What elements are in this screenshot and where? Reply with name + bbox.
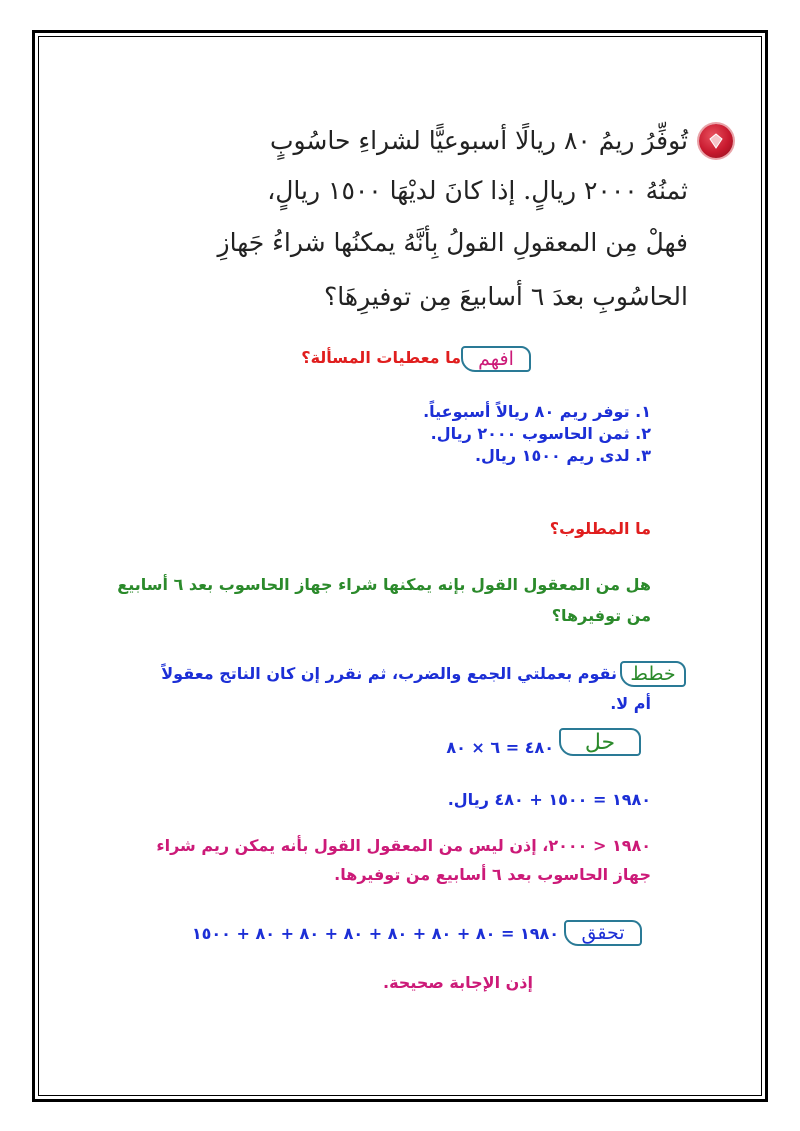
understand-tag: افهم <box>461 346 531 372</box>
check-equation: ١٩٨٠ = ٨٠ + ٨٠ + ٨٠ + ٨٠ + ٨٠ + ٨٠ + ١٥٠٠ <box>191 924 559 943</box>
problem-line-1: تُوفِّرُ ريمُ ٨٠ ريالًا أسبوعيًّا لشراءِ حاسُوبٍ <box>269 126 688 155</box>
required-line-1: هل من المعقول القول بإنه يمكنها شراء جهاز الحاسوب بعد ٦ أسابيع <box>117 575 651 594</box>
plan-line-1: نقوم بعملتي الجمع والضرب، ثم نقرر إن كان الناتج معقولاً <box>161 664 617 683</box>
plan-line-2: أم لا. <box>610 694 651 713</box>
plan-tag: خطط <box>620 661 686 687</box>
understand-question: ما معطيات المسألة؟ <box>301 348 461 367</box>
given-1: ١. توفر ريم ٨٠ ريالاً أسبوعياً. <box>423 402 651 421</box>
problem-line-3: فهلْ مِن المعقولِ القولُ بِأنَّهُ يمكنُها شراءُ جَهازِ <box>217 228 688 257</box>
given-3: ٣. لدى ريم ١٥٠٠ ريال. <box>474 446 651 465</box>
problem-line-2: ثمنُهُ ٢٠٠٠ ريالٍ. إذا كانَ لديْهَا ١٥٠٠ ريالٍ، <box>267 176 688 205</box>
problem-line-4: الحاسُوبِ بعدَ ٦ أسابيعَ مِن توفيرِهَا؟ <box>324 282 688 311</box>
solve-tag: حل <box>559 728 641 756</box>
solve-conclusion-line-2: جهاز الحاسوب بعد ٦ أسابيع من توفيرها. <box>334 865 651 884</box>
check-tag: تحقق <box>564 920 642 946</box>
problem-bullet-icon <box>699 124 733 158</box>
given-2: ٢. ثمن الحاسوب ٢٠٠٠ ريال. <box>430 424 651 443</box>
required-line-2: من توفيرها؟ <box>551 606 651 625</box>
required-heading: ما المطلوب؟ <box>549 519 651 538</box>
check-result: إذن الإجابة صحيحة. <box>383 973 533 992</box>
solve-equation-1: ٤٨٠ = ٦ × ٨٠ <box>446 738 554 757</box>
solve-equation-2: ١٩٨٠ = ١٥٠٠ + ٤٨٠ ريال. <box>447 790 651 809</box>
solve-conclusion-line-1: ١٩٨٠ < ٢٠٠٠، إذن ليس من المعقول القول بأنه يمكن ريم شراء <box>156 836 651 855</box>
